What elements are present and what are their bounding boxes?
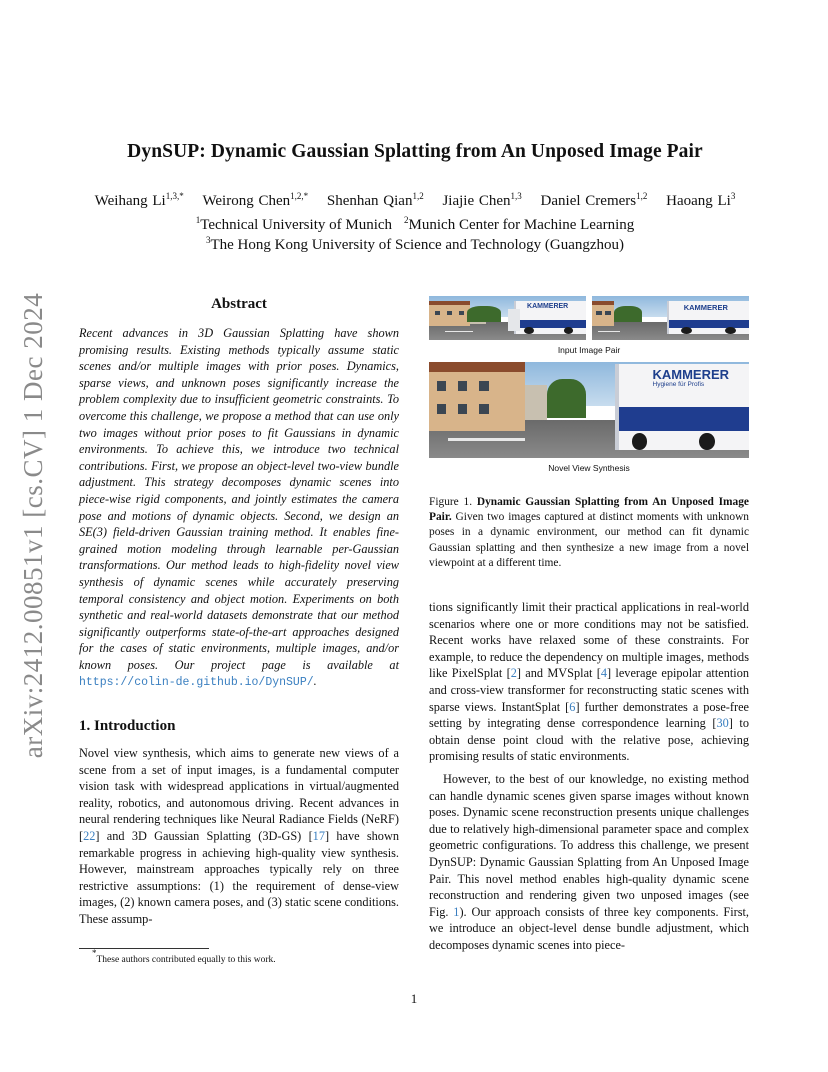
right-column-body (429, 599, 749, 953)
citation-link[interactable]: 2 (510, 666, 517, 681)
affiliation-line-2: $^3$The Hong Kong University of Science and Technology (Guangzhou) (205, 235, 625, 253)
novel-view-image (429, 362, 749, 458)
section-heading-introduction: 1. Introduction (79, 718, 176, 735)
page-number: 1 (410, 991, 418, 1006)
truck-brand-text: KAMMERER (652, 367, 730, 383)
author: Jiajie Chen$^{1,3}$ (442, 191, 522, 209)
citation-link[interactable]: 22 (83, 829, 96, 844)
arxiv-identifier-stamp (18, 290, 50, 760)
paper-title: DynSUP: Dynamic Gaussian Splatting from An Unposed Image Pair (127, 141, 703, 162)
abstract-heading: Abstract (211, 296, 267, 312)
author: Weirong Chen$^{1,2,*}$ (202, 191, 309, 209)
truck-slogan-text: Hygiene für Profis (652, 381, 705, 389)
citation-link[interactable]: 6 (569, 699, 576, 714)
figure-reference-link[interactable]: 1 (453, 904, 460, 919)
input-image-pair (429, 296, 749, 340)
paragraph-constraints: tions significantly limit their practical applications in real-world scenarios where one or more conditions may not be satisfied. Recent works have relaxed some of these constraints. For example, to reduce the dependency on multiple images, methods like PixelSplat [2] and MVSplat [4] leverage epipolar attention and cross-view transformer for reconstructing static scenes with sparse views. InstantSplat [6] further demonstrates a pose-free setting by integrating dense correspondence learning [30] to obtain dense point cloud with the relative pose, achieving promising results of static environments. (429, 600, 750, 764)
input-image-pair-label: Input Image Pair (557, 345, 621, 355)
abstract-body: Recent advances in 3D Gaussian Splatting have shown promising results. Existing methods typically assume static scenes and/or multiple images with prior poses. Dynamics, sparse views, and unknown poses significantly increase the problem complexity due to insufficient geometric constraints. To overcome this challenge, we propose a method that can use only two images without prior poses to fit Gaussians in dynamic environments. To achieve this, we introduce two technical contributions. First, we propose an object-level two-view bundle adjustment. This strategy decomposes dynamic scenes into piece-wise rigid components, and jointly estimates the camera pose and motions of dynamic objects. Second, we design an SE(3) field-driven Gaussian training method. It enables fine-grained motion modeling through learnable per-Gaussian transformations. Our method leads to high-fidelity novel view synthesis of dynamic scenes while accurately preserving temporal consistency and object motion. Experiments on both synthetic and real-world datasets demonstrate that our method significantly outperforms state-of-the-art approaches designed for the cases of static environments, multiple images, and/or known poses. Our project page is available at https://colin-de.github.io/DynSUP/. (79, 326, 399, 690)
citation-link[interactable]: 17 (312, 829, 325, 844)
author: Haoang Li$^3$ (666, 191, 736, 209)
paragraph-dynsup: However, to the best of our knowledge, no existing method can handle dynamic scenes given sparse images without known poses. Dynamic scene reconstruction presents unique challenges due to relatively high-dimensional parameter space and complex geometric configurations. To address this challenge, we present DynSUP: Dynamic Gaussian Splatting from An Unposed Image Pair. This novel method enables high-quality dynamic scene reconstruction and rendering given two unposed images (see Fig. 1). Our approach consists of three key components. First, we introduce an object-level dense bundle adjustment, which decomposes dynamic scenes into piece- (429, 771, 749, 952)
input-image-1 (429, 296, 586, 340)
author-list (60, 193, 770, 210)
right-column (429, 296, 749, 953)
citation-link[interactable]: 4 (600, 666, 608, 681)
figure-1-caption: Figure 1. Dynamic Gaussian Splatting from An Unposed Image Pair. Given two images captured at distinct moments with unknown poses in a dynamic environment, our method can fit dynamic Gaussian splatting and then synthesize a new image from a novel viewpoint at a different time. (429, 496, 749, 569)
affiliation-line-1: $^1$Technical University of Munich $^2$Munich Center for Machine Learning (195, 215, 635, 233)
left-column (79, 296, 399, 928)
introduction-paragraph: Novel view synthesis, which aims to generate new views of a scene from a set of input images, is a fundamental computer vision task with widespread applications in virtual/augmented reality, robotics, and autonomous driving. Recent advances in neural rendering techniques like Neural Radiance Fields (NeRF) [22] and 3D Gaussian Splatting (3D-GS) [17] have shown remarkable progress in achieving high-quality view synthesis. However, mainstream approaches typically rely on three restrictive assumptions: (1) the requirement of dense-view images, (2) known camera poses, and (3) static scene conditions. These assump- (79, 746, 399, 926)
project-page-link[interactable]: https://colin-de.github.io/DynSUP/ (79, 676, 314, 690)
truck-brand-text: KAMMERER (683, 302, 728, 312)
footnote: *These authors contributed equally to this work. (92, 948, 276, 965)
author: Shenhan Qian$^{1,2}$ (326, 191, 424, 209)
truck-brand-text: KAMMERER (527, 302, 569, 310)
author: Weihang $Li^{1,3,*}$ (94, 191, 184, 209)
author: Daniel Cremers$^{1,2}$ (540, 191, 648, 209)
citation-link[interactable]: 30 (716, 716, 729, 731)
figure-1 (429, 296, 749, 571)
novel-view-synthesis-label: Novel View Synthesis (548, 463, 630, 473)
footnote-divider (79, 948, 209, 949)
arxiv-identifier-text: arXiv:2412.00851v1 [cs.CV] 1 Dec 2024 (18, 292, 49, 758)
input-image-2 (592, 296, 749, 340)
